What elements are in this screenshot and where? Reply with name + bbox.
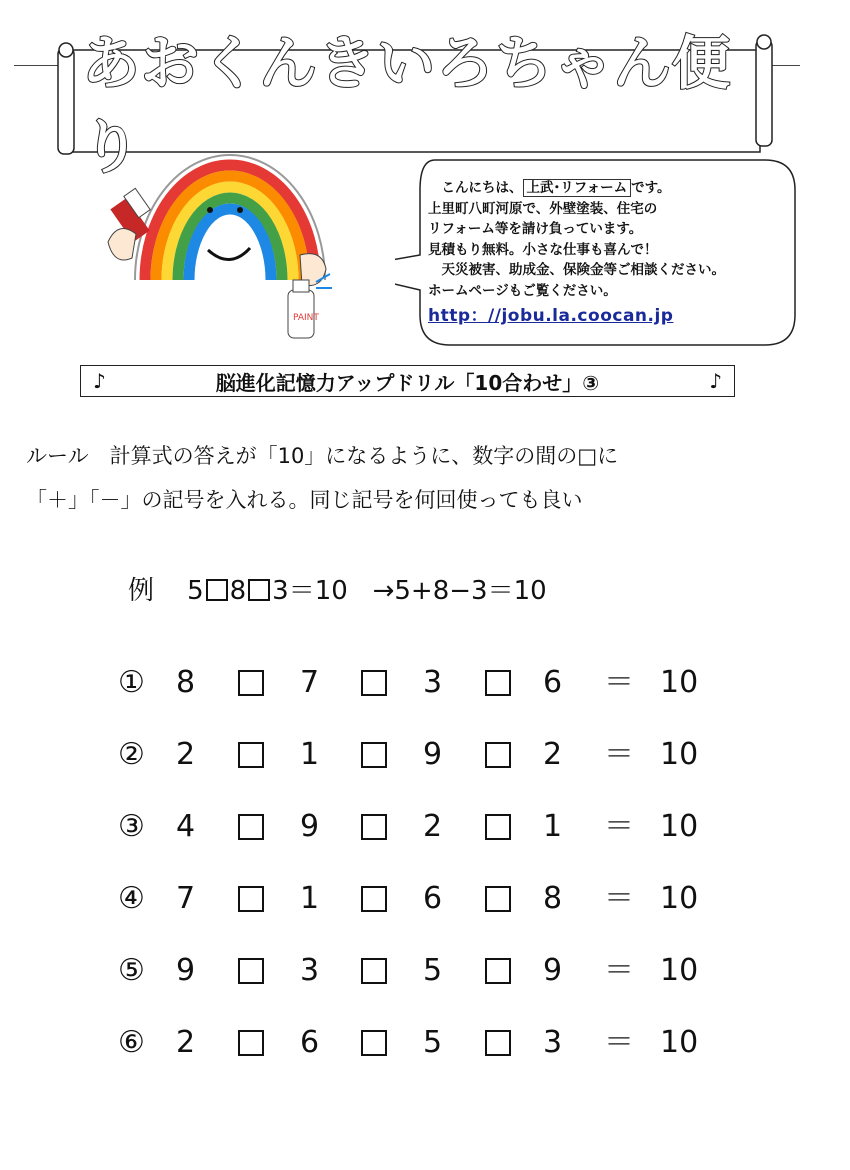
- operand: 9: [300, 809, 320, 844]
- message-line: ホームページもご覧ください。: [428, 282, 617, 299]
- greeting-text: こんにちは、: [428, 180, 523, 196]
- operand: 3: [300, 953, 320, 988]
- rule-line-1: ルール 計算式の答えが「10」になるように、数字の間の□に: [26, 444, 619, 468]
- equals-sign: ＝: [604, 809, 634, 844]
- equals-sign: ＝: [604, 881, 634, 916]
- music-note-icon: ♪: [93, 369, 106, 393]
- operator-box[interactable]: [485, 814, 511, 840]
- operand: 6: [543, 665, 563, 700]
- operand: 7: [300, 665, 320, 700]
- target-value: 10: [660, 1025, 699, 1060]
- drill-title-box: [80, 365, 735, 397]
- operand: 2: [543, 737, 563, 772]
- operand: 2: [423, 809, 443, 844]
- operand: 3: [543, 1025, 563, 1060]
- operand: 6: [423, 881, 443, 916]
- operator-box[interactable]: [361, 814, 387, 840]
- problem-row: [0, 807, 850, 847]
- operand: 1: [300, 737, 320, 772]
- example-result: ＝10: [288, 576, 348, 606]
- website-link[interactable]: http：//jobu.la.coocan.jp: [428, 305, 674, 326]
- problem-row: [0, 951, 850, 991]
- operand: 4: [176, 809, 196, 844]
- example-equation: [128, 570, 547, 607]
- operator-box[interactable]: [361, 886, 387, 912]
- company-name: 上武･リフォーム: [523, 179, 632, 197]
- operand: 6: [300, 1025, 320, 1060]
- operand: 9: [423, 737, 443, 772]
- operator-box[interactable]: [361, 1030, 387, 1056]
- operand: 3: [423, 665, 443, 700]
- target-value: 10: [660, 809, 699, 844]
- operand: 2: [176, 737, 196, 772]
- problem-number: ③: [118, 809, 145, 844]
- operator-box[interactable]: [485, 670, 511, 696]
- operator-box[interactable]: [485, 886, 511, 912]
- message-line: リフォーム等を請け負っています。: [428, 221, 643, 238]
- problem-number: ⑥: [118, 1025, 145, 1060]
- operand: 9: [176, 953, 196, 988]
- operand: 7: [176, 881, 196, 916]
- problem-row: [0, 879, 850, 919]
- problem-number: ②: [118, 737, 145, 772]
- operator-box[interactable]: [238, 958, 264, 984]
- music-note-icon: ♪: [709, 369, 722, 393]
- example-label: 例: [128, 576, 155, 606]
- operator-box[interactable]: [206, 579, 228, 601]
- message-line: 上里町八町河原で、外壁塗装、住宅の: [428, 200, 658, 217]
- example-number: 5: [187, 576, 204, 606]
- operator-box[interactable]: [238, 1030, 264, 1056]
- operand: 2: [176, 1025, 196, 1060]
- message-line: 見積もり無料。小さな仕事も喜んで！: [428, 241, 658, 258]
- target-value: 10: [660, 953, 699, 988]
- equals-sign: ＝: [604, 737, 634, 772]
- operand: 5: [423, 953, 443, 988]
- operand: 5: [423, 1025, 443, 1060]
- operator-box[interactable]: [238, 886, 264, 912]
- operand: 1: [543, 809, 563, 844]
- drill-title: 脳進化記憶力アップドリル「10合わせ」③: [215, 370, 600, 395]
- greeting-suffix: です。: [631, 180, 671, 196]
- problem-number: ⑤: [118, 953, 145, 988]
- example-answer: →5+8−3＝10: [372, 576, 547, 606]
- operator-box[interactable]: [238, 742, 264, 768]
- operand: 1: [300, 881, 320, 916]
- target-value: 10: [660, 881, 699, 916]
- operator-box[interactable]: [361, 742, 387, 768]
- company-message: [428, 178, 778, 326]
- operator-box[interactable]: [238, 814, 264, 840]
- operator-box[interactable]: [361, 670, 387, 696]
- message-line: 天災被害、助成金、保険金等ご相談ください。: [428, 262, 725, 279]
- equals-sign: ＝: [604, 953, 634, 988]
- operator-box[interactable]: [485, 958, 511, 984]
- target-value: 10: [660, 665, 699, 700]
- operator-box[interactable]: [485, 742, 511, 768]
- operator-box[interactable]: [485, 1030, 511, 1056]
- operand: 8: [176, 665, 196, 700]
- operator-box[interactable]: [361, 958, 387, 984]
- problem-row: [0, 663, 850, 703]
- example-number: 3: [272, 576, 289, 606]
- example-number: 8: [229, 576, 247, 606]
- problem-number: ④: [118, 881, 145, 916]
- problem-row: [0, 1023, 850, 1063]
- problem-row: [0, 735, 850, 775]
- operator-box[interactable]: [238, 670, 264, 696]
- problem-number: ①: [118, 665, 145, 700]
- target-value: 10: [660, 737, 699, 772]
- rainbow-character-illustration: [90, 130, 360, 350]
- rule-line-2: 「＋」「－」の記号を入れる。同じ記号を何回使っても良い: [26, 488, 583, 512]
- operand: 9: [543, 953, 563, 988]
- equals-sign: ＝: [604, 665, 634, 700]
- operator-box[interactable]: [248, 579, 270, 601]
- newsletter-title: あおくんきいろちゃん便り: [82, 29, 732, 181]
- equals-sign: ＝: [604, 1025, 634, 1060]
- svg-text:PAINT: PAINT: [293, 313, 319, 323]
- operand: 8: [543, 881, 563, 916]
